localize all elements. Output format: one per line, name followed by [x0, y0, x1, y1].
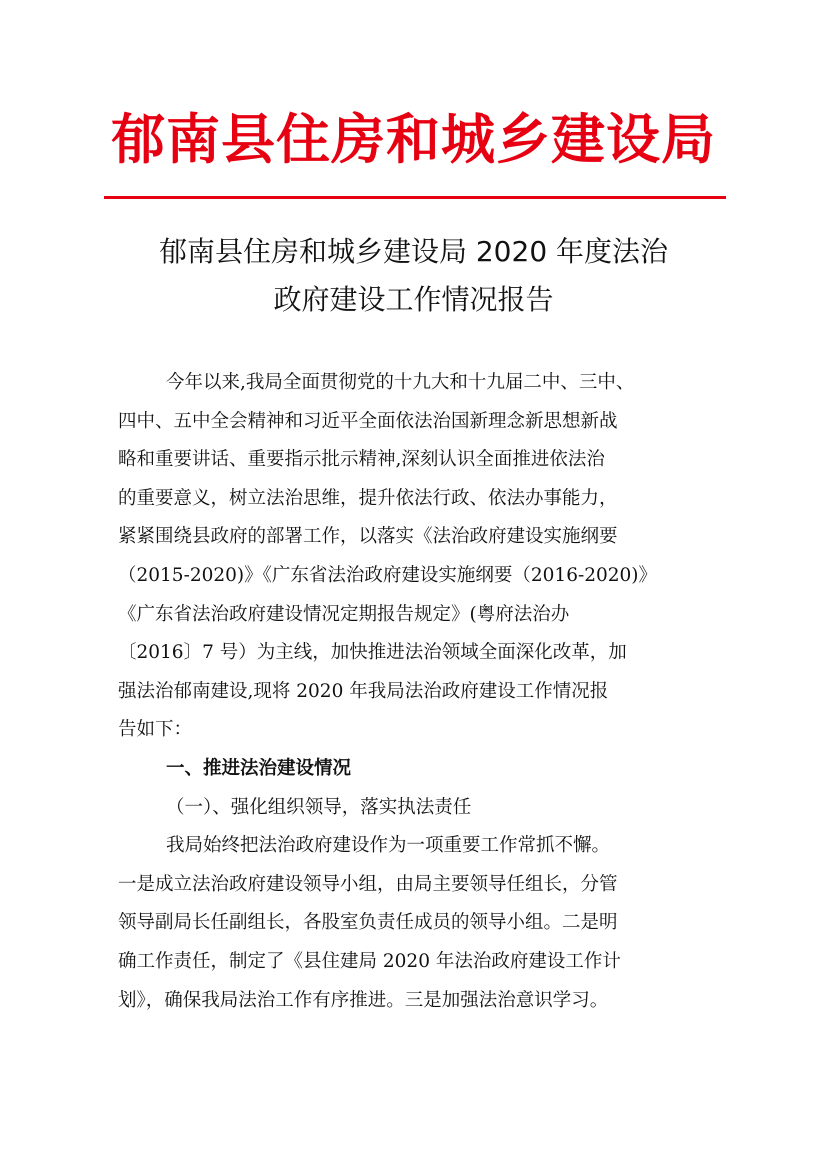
body-line: 确工作责任，制定了《县住建局 2020 年法治政府建设工作计 [118, 950, 621, 972]
body-line: 今年以来,我局全面贯彻党的十九大和十九届二中、三中、 [166, 372, 635, 393]
body-line: 紧紧围绕县政府的部署工作，以落实《法治政府建设实施纲要 [118, 526, 618, 548]
body-line: 我局始终把法治政府建设作为一项重要工作常抓不懈。 [166, 835, 611, 857]
body-line: 四中、五中全会精神和习近平全面依法治国新理念新思想新战 [118, 410, 618, 432]
masthead-org-name: 郁南县住房和城乡建设局 [111, 108, 716, 171]
body-line: 领导副局长任副组长，各股室负责任成员的领导小组。二是明 [118, 912, 618, 934]
body-line: 〔2016〕7 号）为主线，加快推进法治领域全面深化改革，加 [118, 642, 627, 664]
body-line: 略和重要讲话、重要指示批示精神,深刻认识全面推进依法治 [118, 449, 605, 471]
body-line: 划》，确保我局法治工作有序推进。三是加强法治意识学习。 [118, 989, 609, 1011]
body-line: 的重要意义，树立法治思维，提升依法行政、依法办事能力， [118, 487, 618, 509]
body-line: 一是成立法治政府建设领导小组，由局主要领导任组长，分管 [118, 873, 618, 895]
body-line: （2015-2020)》《广东省法治政府建设实施纲要（2016-2020)》 [118, 564, 658, 586]
document-body [118, 364, 718, 1020]
document-title-line-2: 政府建设工作情况报告 [273, 283, 554, 316]
masthead-red-rule [104, 196, 726, 199]
document-title-line-1: 郁南县住房和城乡建设局 2020 年度法治 [158, 235, 669, 268]
body-line: 强法治郁南建设,现将 2020 年我局法治政府建设工作情况报 [118, 680, 609, 702]
section-heading: 一、推进法治建设情况 [166, 757, 352, 779]
subsection-heading: （一）、强化组织领导，落实执法责任 [166, 796, 472, 818]
body-line: 告如下： [118, 719, 193, 741]
body-line: 《广东省法治政府建设情况定期报告规定》(粤府法治办 [118, 603, 570, 625]
